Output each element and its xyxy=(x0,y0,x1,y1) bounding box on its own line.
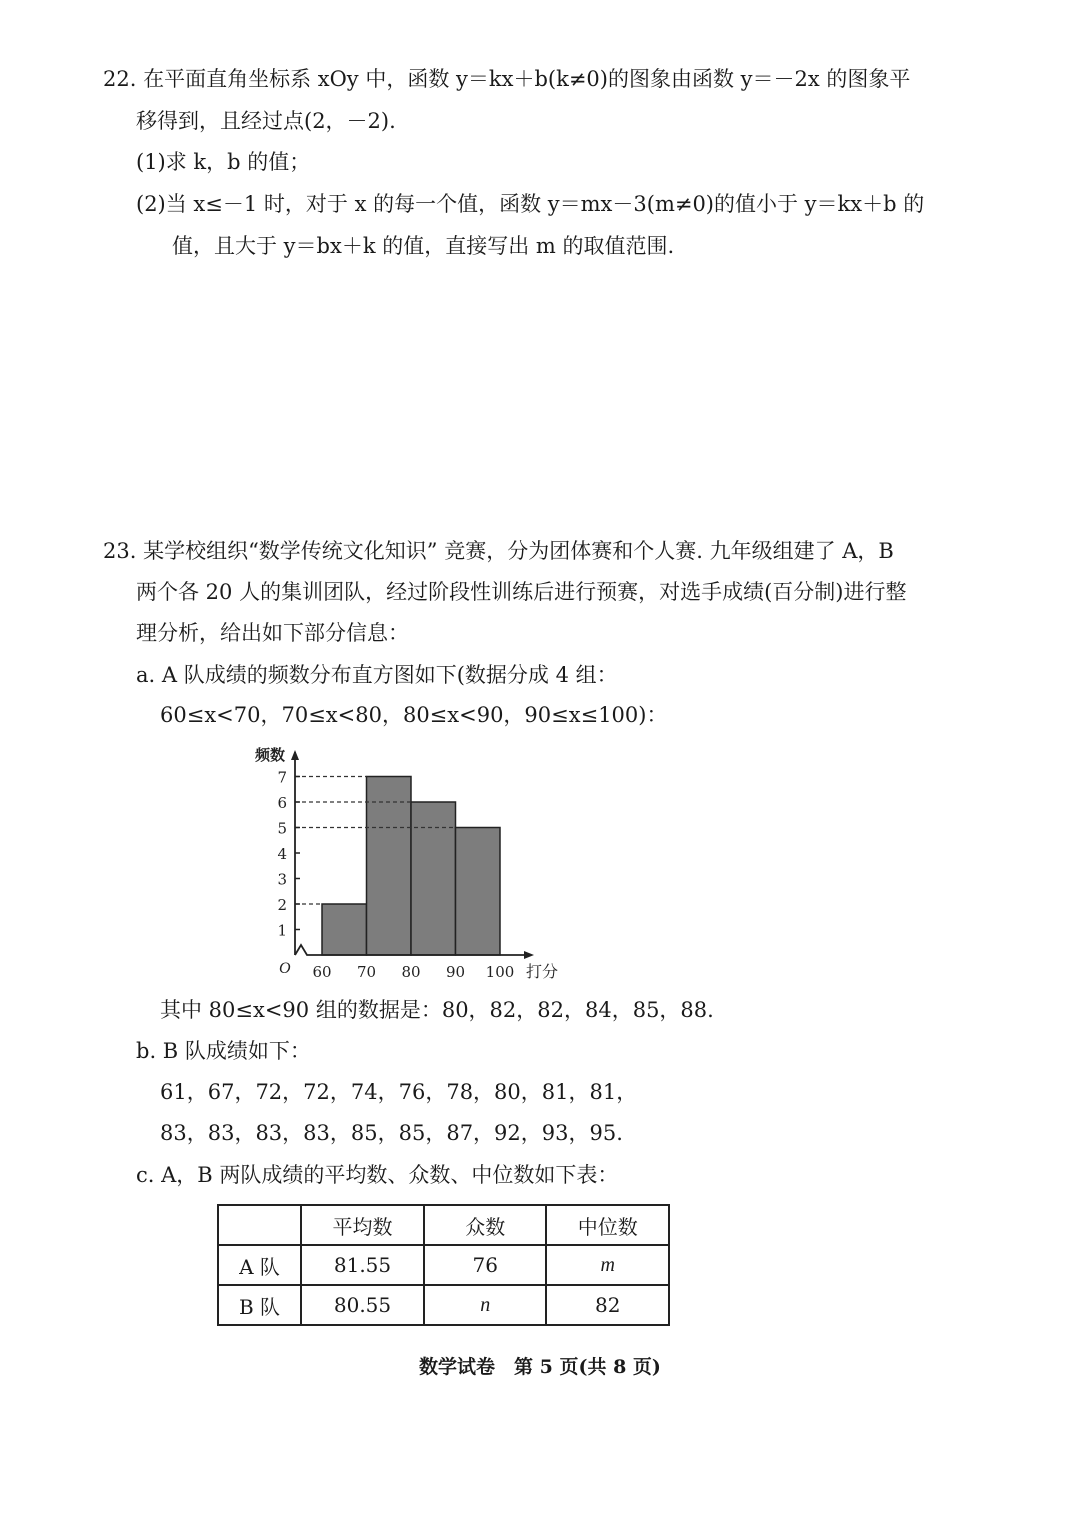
y-tick-label: 4 xyxy=(277,845,287,863)
origin-label: O xyxy=(279,960,291,977)
x-tick-label: 90 xyxy=(445,963,466,981)
table-row xyxy=(218,1245,669,1285)
table-cell: B 队 xyxy=(218,1285,301,1325)
histogram xyxy=(245,740,585,985)
table-cell: 76 xyxy=(424,1245,546,1285)
histogram-bar xyxy=(322,904,367,955)
table-header-cell: 众数 xyxy=(424,1205,546,1245)
x-axis-label: 打分 xyxy=(526,962,559,981)
y-tick-label: 1 xyxy=(277,921,287,940)
q22-line-1: 22. 在平面直角坐标系 xOy 中，函数 y＝kx＋b(k≠0)的图象由函数 y＝－2x 的图象平 xyxy=(103,67,911,91)
table-header-cell: 平均数 xyxy=(301,1205,424,1245)
q22-part-1: (1)求 k，b 的值； xyxy=(136,150,311,174)
q22-line-2: 移得到，且经过点(2，－2). xyxy=(136,109,396,133)
page-footer: 数学试卷 第 5 页(共 8 页) xyxy=(419,1356,661,1378)
stats-table xyxy=(217,1204,670,1326)
y-tick-label: 6 xyxy=(277,794,287,812)
x-tick-label: 60 xyxy=(312,963,332,981)
q23-a-intro: a. A 队成绩的频数分布直方图如下(数据分成 4 组： xyxy=(136,663,618,687)
q23-a-group-data: 其中 80≤x<90 组的数据是：80，82，82，84，85，88. xyxy=(160,998,714,1022)
table-cell: m xyxy=(546,1245,669,1285)
q23-a-groups: 60≤x<70，70≤x<80，80≤x<90，90≤x≤100)： xyxy=(160,703,668,727)
q23-line-1: 23. 某学校组织“数学传统文化知识” 竞赛，分为团体赛和个人赛. 九年级组建了 A，B xyxy=(103,539,894,563)
q22-part-2: (2)当 x≤－1 时，对于 x 的每一个值，函数 y＝mx－3(m≠0)的值小于 y＝kx＋b 的 xyxy=(136,192,925,216)
y-tick-label: 3 xyxy=(277,870,287,889)
y-axis-arrow xyxy=(291,750,299,760)
x-tick-label: 70 xyxy=(356,963,377,981)
y-tick-label: 5 xyxy=(277,819,287,838)
q22-part-2-cont: 值，且大于 y＝bx＋k 的值，直接写出 m 的取值范围. xyxy=(172,234,675,258)
q23-line-2: 两个各 20 人的集训团队，经过阶段性训练后进行预赛，对选手成绩(百分制)进行整 xyxy=(136,580,907,604)
table-header-cell xyxy=(218,1205,301,1245)
y-tick-label: 2 xyxy=(277,896,287,914)
table-header-cell: 中位数 xyxy=(546,1205,669,1245)
y-tick-label: 7 xyxy=(277,768,287,787)
x-tick-label: 80 xyxy=(401,963,421,981)
q23-b-scores-2: 83，83，83，83，85，85，87，92，93，95. xyxy=(160,1121,623,1145)
y-axis-label: 频数 xyxy=(255,746,286,764)
x-tick-label: 100 xyxy=(485,963,515,981)
q23-c-intro: c. A，B 两队成绩的平均数、众数、中位数如下表： xyxy=(136,1163,619,1187)
table-cell: 82 xyxy=(546,1285,669,1325)
table-header-row xyxy=(218,1205,669,1245)
table-cell: n xyxy=(424,1285,546,1325)
histogram-bar xyxy=(367,777,412,956)
q23-line-3: 理分析，给出如下部分信息： xyxy=(136,621,409,645)
x-axis-arrow xyxy=(524,951,534,959)
table-row xyxy=(218,1285,669,1325)
histogram-bar xyxy=(411,802,456,955)
table-cell: 81.55 xyxy=(301,1245,424,1285)
q23-b-scores-1: 61，67，72，72，74，76，78，80，81，81， xyxy=(160,1080,638,1104)
table-cell: A 队 xyxy=(218,1245,301,1285)
histogram-bar xyxy=(456,828,501,956)
table-cell: 80.55 xyxy=(301,1285,424,1325)
q23-b-intro: b. B 队成绩如下： xyxy=(136,1039,311,1063)
